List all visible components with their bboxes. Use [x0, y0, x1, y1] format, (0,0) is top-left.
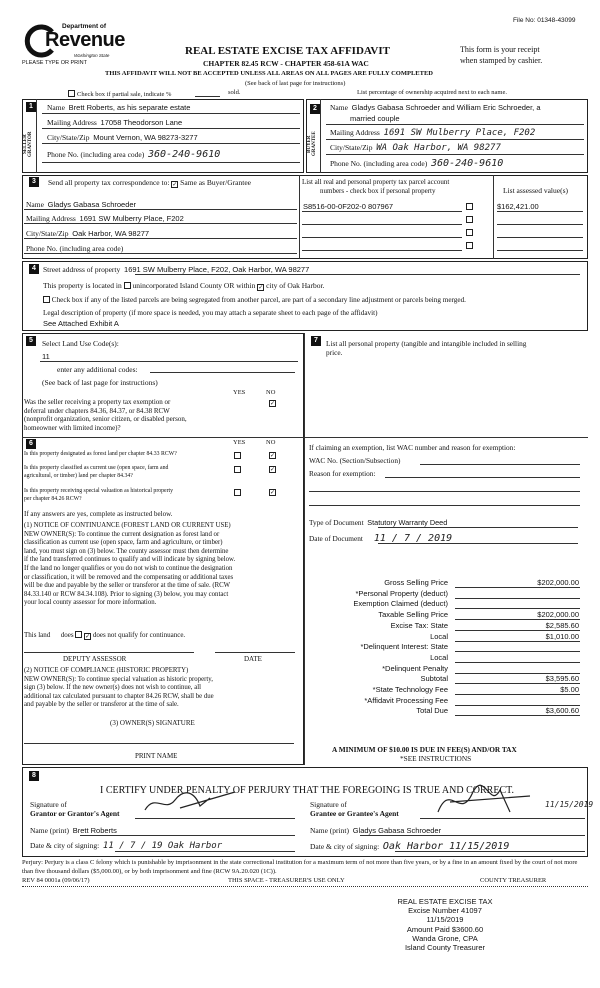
- does-checkbox[interactable]: [75, 631, 82, 638]
- notice2-line: additional tax calculated pursuant to chapter 84.26 RCW, shall be due: [24, 692, 214, 700]
- perjury-statement: Perjury: Perjury is a class C felony which is punishable by imprisonment in the state correctional institution for a maximum term of not more than five years, or by a fine in an amount fixed by the court of not more than five thousand dollars ($5,000.00), or by both imprisonment and fine (RCW 9A.20.020 (1C)).: [22, 859, 578, 875]
- owner-signature-label: (3) OWNER(S) SIGNATURE: [110, 719, 195, 727]
- section-3-number: 3: [29, 177, 39, 187]
- parcel-header-2: numbers - check box if personal property: [320, 187, 436, 195]
- seller-mail-field[interactable]: Mailing Address 17058 Theodorson Lane: [47, 118, 183, 127]
- assessed-header: List assessed value(s): [503, 186, 568, 195]
- historic-question: Is this property receiving special valuation as historical property per chapter 84.26 RCW?: [24, 488, 174, 502]
- fee-label: Subtotal: [420, 674, 448, 684]
- fee-line: [455, 651, 580, 652]
- notice1-line: If the land no longer qualifies or you do not wish to continue the designation: [24, 564, 233, 572]
- stamp-line: Wanda Grone, CPA: [412, 933, 478, 943]
- fee-line: [455, 587, 580, 588]
- section-7-number: 7: [311, 336, 321, 346]
- forest-no-checkbox[interactable]: ✓: [270, 452, 276, 459]
- personal-property-label: List all personal property (tangible and intangible included in selling price.: [326, 339, 527, 357]
- grantee-signature[interactable]: [430, 782, 540, 822]
- fee-label: Total Due: [416, 706, 448, 716]
- notice1-line: 84.33.140 or RCW 84.34.108). Prior to signing (3) below, you may contact: [24, 590, 229, 598]
- fee-label: Gross Selling Price: [384, 578, 448, 587]
- list-pct-label: List percentage of ownership acquired next to each name.: [357, 89, 507, 96]
- stamp-line: REAL ESTATE EXCISE TAX: [397, 897, 493, 906]
- fee-label: *Personal Property (deduct): [355, 588, 448, 598]
- grantor-sig-label: Signature of Grantor or Grantor's Agent: [30, 800, 120, 818]
- corr-mail-field[interactable]: Mailing Address 1691 SW Mulberry Place, F202: [26, 214, 184, 223]
- fee-label: Excise Tax: State: [390, 620, 448, 630]
- file-number: File No: 01348-43099: [513, 17, 576, 24]
- notice1-line: your local county assessor for more information.: [24, 599, 157, 607]
- revenue-logo: Department of Revenue Washington State: [22, 18, 132, 64]
- street-address-field[interactable]: Street address of property 1691 SW Mulberry Place, F202, Oak Harbor, WA 98277: [43, 265, 310, 274]
- additional-codes-label: enter any additional codes:: [57, 365, 138, 374]
- fee-label: Local: [430, 631, 448, 641]
- no-header-6: NO: [266, 439, 276, 446]
- land-use-instr: (See back of last page for instructions): [42, 378, 158, 387]
- buyer-side-label: BUYER GRANTEE: [307, 131, 317, 157]
- reason-label: Reason for exemption:: [309, 469, 376, 478]
- unincorporated-checkbox[interactable]: [124, 282, 131, 289]
- fee-value[interactable]: $5.00: [560, 685, 579, 694]
- please-type: PLEASE TYPE OR PRINT: [22, 60, 88, 66]
- corr-name-field[interactable]: Name Gladys Gabasa Schroeder: [26, 200, 137, 209]
- notice2-line: (2) NOTICE OF COMPLIANCE (HISTORIC PROPERTY): [24, 667, 189, 674]
- land-use-code[interactable]: 11: [42, 352, 50, 361]
- notice2-line: sign (3) below. If the new owner(s) does not wish to continue, all: [24, 684, 201, 692]
- legal-description[interactable]: See Attached Exhibit A: [43, 319, 119, 328]
- no-header: NO: [266, 389, 276, 396]
- grantor-name-field[interactable]: Name (print) Brett Roberts: [30, 826, 117, 835]
- form-revision: REV 84 0001a (09/06/17): [22, 877, 90, 884]
- personal-property-checkbox-1[interactable]: [466, 203, 473, 210]
- section-2-number: 2: [310, 104, 320, 114]
- notice2-line: NEW OWNER(S): To continue special valuation as historic property,: [24, 675, 213, 683]
- county-treasurer-label: COUNTY TREASURER: [480, 877, 547, 884]
- notice1-line: classification as current use (open space, farm and agriculture, or timber): [24, 539, 223, 547]
- legal-desc-label: Legal description of property (if more space is needed, you may attach a separate sheet to each page of the affidavit): [43, 309, 378, 317]
- fee-value[interactable]: $1,010.00: [545, 631, 579, 641]
- city-checkbox[interactable]: ✓: [258, 284, 264, 291]
- doc-type-field[interactable]: Type of Document Statutory Warranty Deed: [309, 518, 448, 527]
- date-label: DATE: [244, 655, 262, 663]
- forest-question: Is this property designated as forest land per chapter 84.33 RCW?: [24, 451, 177, 457]
- same-as-buyer-checkbox[interactable]: ✓: [172, 181, 178, 188]
- yes-header-6: YES: [233, 439, 246, 446]
- notice1-line: or classification, it will be removed and the compensating or additional taxes: [24, 573, 234, 581]
- doc-date-field[interactable]: Date of Document 11 / 7 / 2019: [309, 533, 453, 544]
- seller-city-field[interactable]: City/State/Zip Mount Vernon, WA 98273-3277: [47, 133, 198, 142]
- stamp-line: Excise Number 41097: [408, 906, 482, 916]
- seller-name-field[interactable]: Name Brett Roberts, as his separate estate: [47, 103, 191, 112]
- exempt-no-checkbox[interactable]: ✓: [270, 400, 276, 407]
- section-8-number: 8: [29, 771, 39, 781]
- segregated-line: Check box if any of the listed parcels are being segregated from another parcel, are part of a secondary line adjustment or parcels being merged.: [43, 295, 466, 304]
- fee-value[interactable]: $202,000.00: [537, 578, 579, 587]
- notice2-line: and payable by the seller or transferor at the time of sale.: [24, 701, 179, 709]
- buyer-mail-field[interactable]: Mailing Address 1691 SW Mulberry Place, F202: [330, 128, 536, 138]
- current-use-no-checkbox[interactable]: ✓: [270, 466, 276, 473]
- grantee-sig-label: Signature of Grantee or Grantee's Agent: [310, 800, 399, 818]
- warning-text: THIS AFFIDAVIT WILL NOT BE ACCEPTED UNLESS ALL AREAS ON ALL PAGES ARE FULLY COMPLETED: [105, 70, 433, 77]
- historic-no-checkbox[interactable]: ✓: [270, 489, 276, 496]
- print-name-label: PRINT NAME: [135, 752, 178, 760]
- buyer-name-field[interactable]: Name Gladys Gabasa Schroeder and William Eric Schroeder, a: [330, 103, 541, 112]
- current-use-yes-checkbox[interactable]: [234, 466, 241, 473]
- does-not-checkbox[interactable]: ✓: [85, 633, 91, 640]
- notice1-line: (1) NOTICE OF CONTINUANCE (FOREST LAND OR CURRENT USE): [24, 522, 231, 529]
- chapter-ref: CHAPTER 82.45 RCW - CHAPTER 458-61A WAC: [203, 59, 369, 68]
- current-use-question: Is this property classified as current use (open space, farm and agricultural, or timber) land per chapter 84.34?: [24, 465, 169, 479]
- parcel-header: List all real and personal property tax parcel account: [302, 178, 450, 186]
- fee-value[interactable]: $3,600.60: [545, 706, 579, 716]
- exemption-label: If claiming an exemption, list WAC number and reason for exemption:: [309, 443, 516, 452]
- fee-label: *Delinquent Interest: State: [360, 642, 448, 652]
- assessed-value[interactable]: $162,421.00: [497, 202, 539, 211]
- notice1-line: if the land transferred continues to qualify and will indicate by signing below.: [24, 556, 236, 564]
- receipt-note: This form is your receipt: [460, 45, 540, 54]
- forest-yes-checkbox[interactable]: [234, 452, 241, 459]
- buyer-phone-field[interactable]: Phone No. (including area code) 360-240-9610: [330, 158, 504, 169]
- seller-phone-field[interactable]: Phone No. (including area code) 360-240-9610: [47, 149, 221, 160]
- exemption-question: Was the seller receiving a property tax exemption or deferral under chapters 84.36, 84.37, or 84.38 RCW (nonprofit organization, senior citizen, or disabled person, homeowner with limited income)?: [24, 398, 187, 432]
- notice1-line: will be due and payable by the seller or transferor at the time of sale. (RCW: [24, 582, 231, 590]
- stamp-line: Island County Treasurer: [404, 943, 486, 953]
- grantor-date-field[interactable]: Date & city of signing: 11 / 7 / 19 Oak Harbor: [30, 841, 223, 851]
- page-title: REAL ESTATE EXCISE TAX AFFIDAVIT: [185, 45, 390, 57]
- grantee-name-field[interactable]: Name (print) Gladys Gabasa Schroeder: [310, 826, 442, 835]
- section-5-number: 5: [26, 336, 36, 346]
- fee-label: Exemption Claimed (deduct): [353, 599, 448, 609]
- seller-side-label: SELLER GRANTOR: [23, 131, 33, 157]
- notice1-line: land, you must sign on (3) below. The county assessor must then determine: [24, 547, 229, 555]
- land-use-label: Select Land Use Code(s):: [42, 339, 119, 348]
- section-1-number: 1: [26, 102, 36, 112]
- grantor-signature[interactable]: [140, 788, 250, 818]
- fee-label: *Affidavit Processing Fee: [364, 695, 448, 705]
- grantee-date-field[interactable]: Date & city of signing: Oak Harbor 11/15/2019: [310, 841, 510, 852]
- personal-property-checkbox-2[interactable]: [466, 216, 473, 223]
- partial-sale-checkbox[interactable]: [68, 90, 75, 97]
- any-yes-label: If any answers are yes, complete as instructed below.: [24, 510, 173, 518]
- yes-header: YES: [233, 389, 246, 396]
- segregated-checkbox[interactable]: [43, 296, 50, 303]
- see-back-note: (See back of last page for instructions): [245, 80, 346, 87]
- notice-continuance: [24, 522, 235, 608]
- treasurer-stamp: [380, 897, 510, 952]
- stamp-line: 11/15/2019: [426, 915, 464, 925]
- fee-line: [455, 715, 580, 716]
- correspondence-label: Send all property tax correspondence to: ✓ Same as Buyer/Grantee: [48, 178, 251, 188]
- stamp-line: Amount Paid $3600.60: [406, 924, 484, 934]
- minimum-note: A MINIMUM OF $10.00 IS DUE IN FEE(S) AND/OR TAX: [332, 745, 517, 754]
- continuance-line: This land does ✓ does not qualify for continuance.: [24, 631, 186, 640]
- fee-value[interactable]: $202,000.00: [537, 610, 579, 620]
- receipt-note-2: when stamped by cashier.: [460, 56, 543, 65]
- deputy-assessor-label: DEPUTY ASSESSOR: [63, 655, 127, 663]
- notice1-line: NEW OWNER(S): To continue the current designation as forest land or: [24, 530, 220, 538]
- fee-line: [455, 662, 580, 663]
- fee-label: Local: [430, 652, 448, 662]
- wac-label: WAC No. (Section/Subsection): [309, 456, 401, 465]
- fee-label: Taxable Selling Price: [378, 610, 448, 620]
- certify-text: I CERTIFY UNDER PENALTY OF PERJURY THAT THE FOREGOING IS TRUE AND CORRECT.: [100, 785, 514, 796]
- fee-line: [455, 598, 580, 599]
- corr-phone-field[interactable]: Phone No. (including area code): [26, 244, 124, 253]
- treasurer-space-label: THIS SPACE - TREASURER'S USE ONLY: [228, 877, 345, 884]
- personal-property-checkbox-3[interactable]: [466, 229, 473, 236]
- historic-yes-checkbox[interactable]: [234, 489, 241, 496]
- section-4-number: 4: [29, 264, 39, 274]
- partial-sale-label: Check box if partial sale, indicate %: [68, 89, 171, 98]
- fee-line: [455, 641, 580, 642]
- fee-label: *State Technology Fee: [372, 685, 448, 694]
- grantee-sig-date: 11/15/2019: [545, 800, 594, 809]
- parcel-number[interactable]: S8516-00-0F202-0 807967: [303, 202, 394, 211]
- corr-city-field[interactable]: City/State/Zip Oak Harbor, WA 98277: [26, 229, 150, 238]
- personal-property-checkbox-4[interactable]: [466, 242, 473, 249]
- sold-label: sold.: [228, 89, 241, 96]
- fee-value[interactable]: $2,585.60: [545, 620, 579, 630]
- location-line: This property is located in unincorporated Island County OR within ✓ city of Oak Harbor.: [43, 281, 325, 291]
- see-instructions: *SEE INSTRUCTIONS: [400, 754, 472, 763]
- buyer-city-field[interactable]: City/State/Zip WA Oak Harbor, WA 98277: [330, 143, 501, 153]
- fee-value[interactable]: $3,595.60: [545, 674, 579, 684]
- buyer-name-line-2: married couple: [350, 114, 400, 123]
- notice-compliance: [24, 667, 214, 710]
- section-6-number: 6: [26, 439, 36, 449]
- fee-line: [455, 694, 580, 695]
- fee-label: *Delinquent Penalty: [382, 663, 448, 673]
